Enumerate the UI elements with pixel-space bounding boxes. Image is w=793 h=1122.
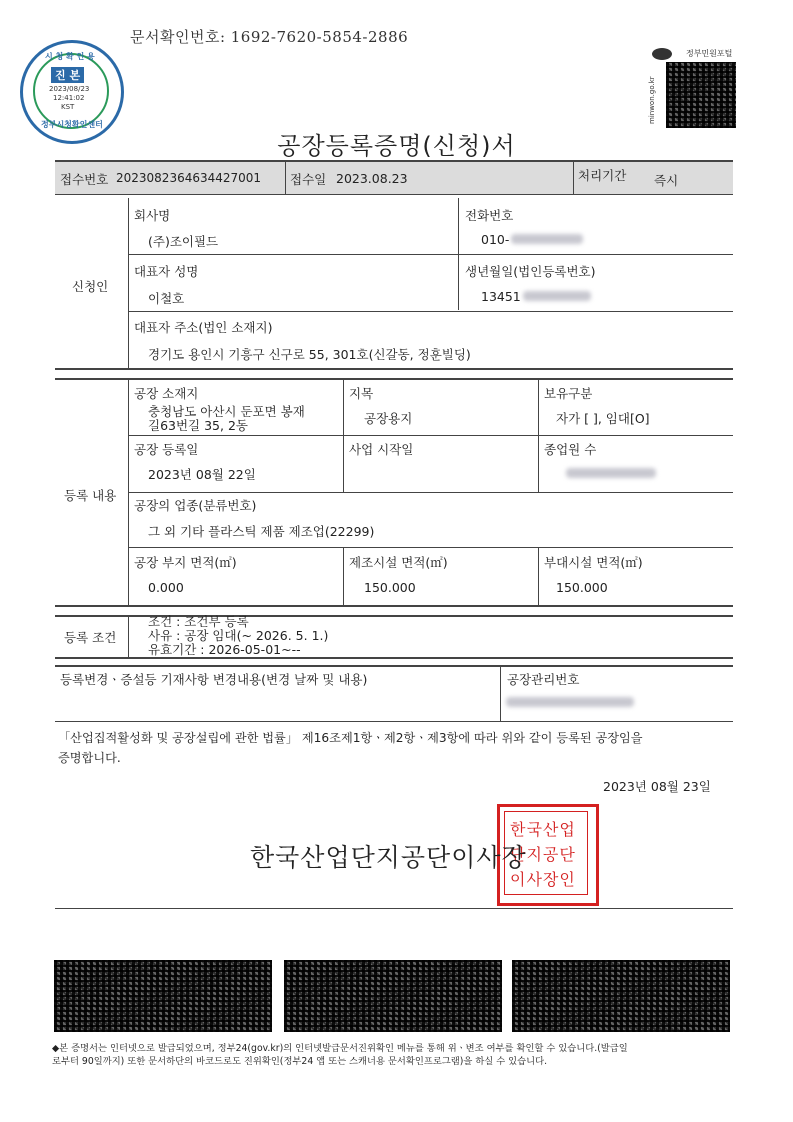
- receipt-no: 2023082364634427001: [116, 171, 262, 185]
- gov-portal-qr: [648, 48, 738, 130]
- birth-label: 생년월일(법인등록번호): [465, 264, 596, 279]
- reg-date: 2023년 08월 22일: [148, 467, 256, 482]
- changes-label: 등록변경ㆍ증설등 기재사항 변경내용(변경 날짜 및 내용): [60, 672, 368, 687]
- employee-count-redacted: [566, 468, 656, 478]
- industry-value: 그 외 기타 플라스틱 제품 제조업(22299): [148, 524, 375, 539]
- rep-name: 이철호: [148, 291, 185, 306]
- birth-value: 13451: [481, 289, 591, 304]
- land-category-label: 지목: [349, 386, 374, 401]
- registration-section-label: 등록 내용: [64, 488, 117, 503]
- factory-location-line1: 충청남도 아산시 둔포면 봉재: [148, 404, 305, 419]
- processing-period-label: 처리기간: [578, 168, 627, 183]
- footer-note-line2: 로부터 90일까지) 또한 문서하단의 바코드로도 진위확인(정부24 앱 또는 스캐너용 문서확인프로그램)을 하실 수 있습니다.: [52, 1056, 548, 1067]
- mfg-area: 150.000: [364, 580, 416, 595]
- aux-area-label: 부대시설 면적(㎡): [544, 555, 643, 570]
- processing-period: 즉시: [654, 173, 679, 188]
- factory-location-label: 공장 소재지: [134, 386, 199, 401]
- site-area: 0.000: [148, 580, 184, 595]
- company-label: 회사명: [134, 208, 171, 223]
- receipt-date: 2023.08.23: [336, 171, 408, 186]
- seal-time: 12:41:02: [53, 94, 85, 102]
- document-number: 문서확인번호: 1692-7620-5854-2886: [130, 28, 409, 46]
- land-category: 공장용지: [364, 411, 413, 426]
- page-title: 공장등록증명(신청)서: [277, 132, 516, 160]
- factory-location-line2: 길63번길 35, 2동: [148, 418, 248, 433]
- condition-line2: 사유 : 공장 임대(~ 2026. 5. 1.): [148, 628, 329, 643]
- condition-section-label: 등록 조건: [64, 630, 117, 645]
- condition-line1: 조건 : 조건부 등록: [148, 614, 249, 629]
- seal-center-text: 진 본: [51, 67, 84, 83]
- footer-note-line1: ◆본 증명서는 인터넷으로 발급되었으며, 정부24(gov.kr)의 인터넷발급문서진위확인 메뉴를 통해 위ㆍ변조 여부를 확인할 수 있습니다.(발급일: [52, 1043, 628, 1054]
- mfg-area-label: 제조시설 면적(㎡): [349, 555, 448, 570]
- issuer-name: 한국산업단지공단이사장: [250, 843, 527, 872]
- site-area-label: 공장 부지 면적(㎡): [134, 555, 237, 570]
- gov-logo-icon: [652, 48, 672, 60]
- receipt-date-label: 접수일: [290, 172, 327, 187]
- seal-date: 2023/08/23: [49, 85, 90, 93]
- receipt-no-label: 접수번호: [60, 172, 109, 187]
- phone-label: 전화번호: [465, 208, 514, 223]
- employee-count-label: 종업원 수: [544, 442, 597, 457]
- statement-line2: 증명합니다.: [58, 751, 121, 765]
- stamp-text: 한국산업단지공단이사장인: [510, 820, 576, 889]
- issue-date: 2023년 08월 23일: [603, 779, 711, 794]
- mgmt-number-redacted: [506, 697, 634, 707]
- reg-date-label: 공장 등록일: [134, 442, 199, 457]
- gov-portal-label: 정부민원포털: [686, 49, 733, 58]
- condition-line3: 유효기간 : 2026-05-01~--: [148, 642, 301, 657]
- ownership-label: 보유구분: [544, 386, 593, 401]
- address-label: 대표자 주소(법인 소재지): [134, 320, 273, 335]
- aux-area: 150.000: [556, 580, 608, 595]
- barcode-left-icon: [54, 960, 272, 1032]
- barcode-right-icon: [512, 960, 730, 1032]
- phone-value: 010-: [481, 232, 583, 247]
- rep-name-label: 대표자 성명: [134, 264, 199, 279]
- seal-top-text: 시 청 확 인 용: [45, 52, 95, 61]
- seal-bottom-text: 정부시청확인센터: [41, 120, 103, 129]
- applicant-section-label: 신청인: [72, 279, 109, 294]
- seal-tz: KST: [61, 103, 75, 111]
- qr-code-icon: [666, 62, 736, 128]
- barcode-middle-icon: [284, 960, 502, 1032]
- company-name: (주)조이필드: [148, 234, 219, 249]
- statement-line1: 「산업집적활성화 및 공장설립에 관한 법률」 제16조제1항ㆍ제2항ㆍ제3항에 따라 위와 같이 등록된 공장임을: [58, 731, 643, 745]
- ownership-value: 자가 [ ], 임대[O]: [556, 411, 650, 426]
- address-value: 경기도 용인시 기흥구 신구로 55, 301호(신갈동, 정훈빌딩): [148, 347, 471, 362]
- start-date-label: 사업 시작일: [349, 442, 414, 457]
- gov-portal-side-text: minwon.go.kr: [648, 76, 656, 124]
- industry-label: 공장의 업종(분류번호): [134, 498, 257, 513]
- mgmt-number-label: 공장관리번호: [507, 672, 580, 687]
